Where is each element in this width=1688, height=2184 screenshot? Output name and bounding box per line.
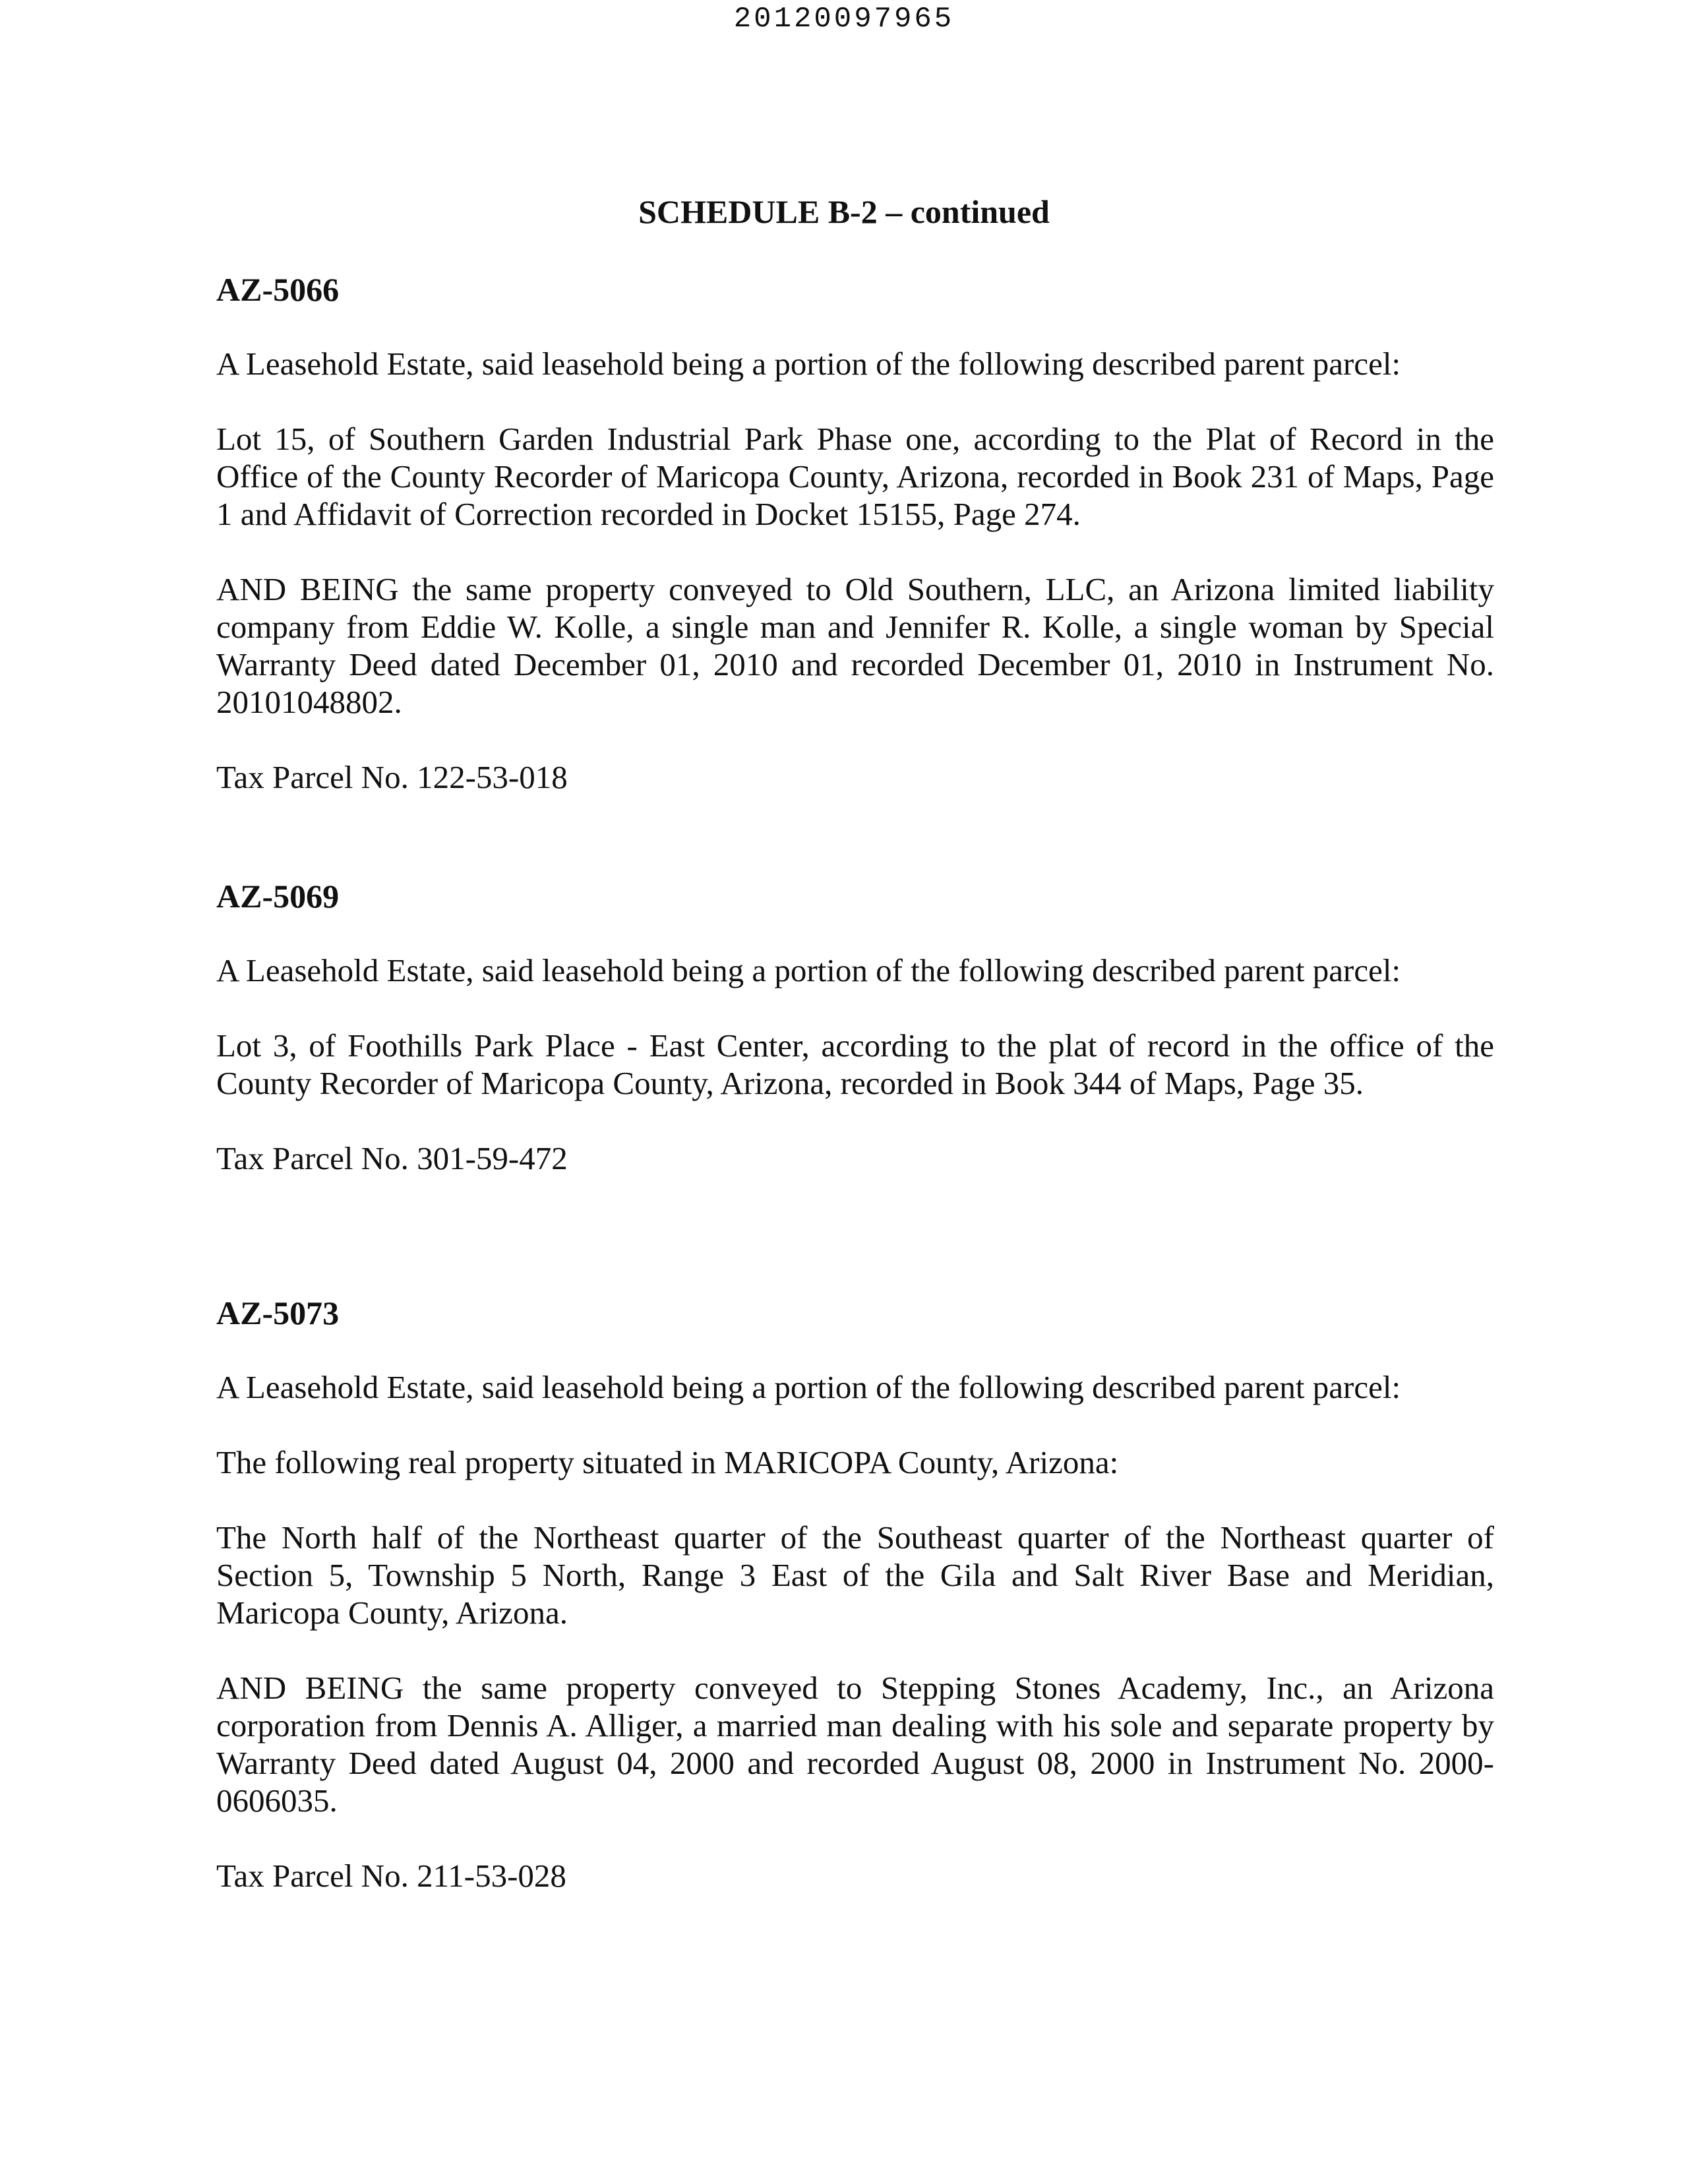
tax-parcel-number: Tax Parcel No. 301-59-472 xyxy=(216,1140,568,1176)
paragraph: A Leasehold Estate, said leasehold being a portion of the following described parent parcel: xyxy=(216,952,1401,988)
document-number: 20120097965 xyxy=(733,3,955,36)
paragraph: The following real property situated in MARICOPA County, Arizona: xyxy=(216,1444,1119,1480)
paragraph: The North half of the Northeast quarter of the Southeast quarter of the Northeast quarter of Section 5, Township 5 North, Range 3 East of the Gila and Salt River Base and Meridian, Maricopa County, Arizona. xyxy=(216,1519,1494,1631)
schedule-title: SCHEDULE B-2 – continued xyxy=(638,193,1050,230)
paragraph: AND BEING the same property conveyed to Stepping Stones Academy, Inc., an Arizona corporation from Dennis A. Alliger, a married man dealing with his sole and separate property by Warranty Deed dated August 04, 2000 and recorded August 08, 2000 in Instrument No. 2000-0606035. xyxy=(216,1670,1494,1819)
section-heading: AZ-5069 xyxy=(216,878,340,915)
section-az-5069 xyxy=(216,877,1494,1177)
paragraph: A Leasehold Estate, said leasehold being a portion of the following described parent parcel: xyxy=(216,346,1401,382)
section-az-5066 xyxy=(216,270,1494,796)
section-az-5073 xyxy=(216,1294,1494,1895)
tax-parcel-number: Tax Parcel No. 211-53-028 xyxy=(216,1858,566,1894)
paragraph: AND BEING the same property conveyed to Old Southern, LLC, an Arizona limited liability company from Eddie W. Kolle, a single man and Jennifer R. Kolle, a single woman by Special Warranty Deed dated December 01, 2010 and recorded December 01, 2010 in Instrument No. 20101048802. xyxy=(216,571,1494,720)
section-heading: AZ-5066 xyxy=(216,271,340,308)
paragraph: Lot 3, of Foothills Park Place - East Center, according to the plat of record in the office of the County Recorder of Maricopa County, Arizona, recorded in Book 344 of Maps, Page 35. xyxy=(216,1027,1494,1101)
tax-parcel-number: Tax Parcel No. 122-53-018 xyxy=(216,759,568,795)
paragraph: Lot 15, of Southern Garden Industrial Park Phase one, according to the Plat of Record in the Office of the County Recorder of Maricopa County, Arizona, recorded in Book 231 of Maps, Page 1 and Affidavit of Correction recorded in Docket 15155, Page 274. xyxy=(216,421,1494,532)
section-heading: AZ-5073 xyxy=(216,1294,340,1331)
paragraph: A Leasehold Estate, said leasehold being a portion of the following described parent parcel: xyxy=(216,1369,1401,1405)
